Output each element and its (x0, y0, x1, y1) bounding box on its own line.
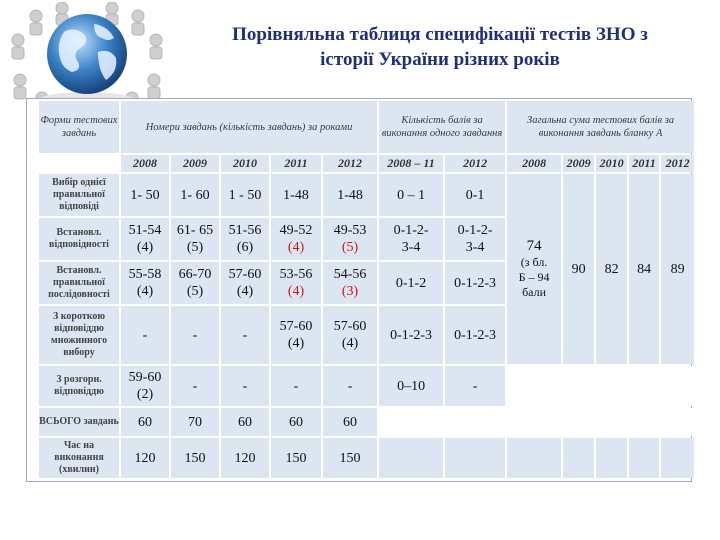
table-cell (221, 218, 269, 260)
year-cell: 2012 (323, 155, 377, 172)
table-cell: 0-1 (445, 174, 505, 216)
year-cell: 2008 (507, 155, 561, 172)
cell-range: 53-56 (279, 267, 313, 282)
cell-count: (4) (236, 284, 254, 299)
sum-2008-note: Б – 94 (518, 270, 550, 284)
cell-count: (6) (236, 240, 254, 255)
cell-range: 51-56 (228, 223, 262, 238)
row-label: З розгорн. відповіддю (39, 366, 119, 406)
title-line-1: Порівняльна таблиця специфікації тестів ЗНО з (232, 24, 648, 45)
table-cell: 1-48 (271, 174, 321, 216)
sum-2008-value: 74 (526, 238, 542, 254)
table-cell: 0-1-2-3 (445, 262, 505, 304)
table-cell (629, 438, 659, 478)
row-label: З короткою відповіддю множинного вибору (39, 306, 119, 364)
table-cell (507, 438, 561, 478)
year-cell: 2009 (171, 155, 219, 172)
year-cell: 2010 (596, 155, 627, 172)
sum-2008-note: (з бл. (520, 255, 548, 269)
table-cell (379, 218, 443, 260)
empty-cell (379, 408, 694, 436)
cell-range: 54-56 (333, 267, 367, 282)
cell-count: (3) (341, 284, 359, 299)
cell-range: 61- 65 (176, 223, 214, 238)
table-cell: - (171, 366, 219, 406)
year-cell: 2011 (271, 155, 321, 172)
cell-count: (4) (136, 284, 154, 299)
table-cell: 150 (171, 438, 219, 478)
table-cell: - (323, 366, 377, 406)
cell-range: 57-60 (228, 267, 262, 282)
table-cell: 150 (271, 438, 321, 478)
year-cell: 2011 (629, 155, 659, 172)
table-cell: 0-1-2-3 (379, 306, 443, 364)
table-cell (221, 262, 269, 304)
table-row (39, 408, 694, 436)
table-cell: 120 (221, 438, 269, 478)
cell-points: 3-4 (401, 240, 421, 255)
table-cell (121, 366, 169, 406)
table-cell: 150 (323, 438, 377, 478)
cell-count: (2) (136, 387, 154, 402)
sum-2011-cell: 84 (629, 174, 659, 364)
table-cell: - (171, 306, 219, 364)
table-cell: 1- 60 (171, 174, 219, 216)
table-cell (271, 218, 321, 260)
table-cell (445, 438, 505, 478)
sum-2008-note: бали (522, 285, 547, 299)
table-cell (323, 218, 377, 260)
table-cell: 60 (121, 408, 169, 436)
cell-range: 51-54 (128, 223, 162, 238)
table-cell: 0–10 (379, 366, 443, 406)
year-row-spacer (39, 155, 119, 172)
table-cell: 0 – 1 (379, 174, 443, 216)
table-cell (121, 218, 169, 260)
cell-count: (4) (287, 284, 305, 299)
year-cell: 2008 – 11 (379, 155, 443, 172)
table-cell (445, 218, 505, 260)
title-line-2: історії України різних років (320, 49, 560, 70)
table-cell: 60 (221, 408, 269, 436)
table-cell: - (121, 306, 169, 364)
cell-range: 49-53 (333, 223, 367, 238)
cell-count: (5) (186, 240, 204, 255)
cell-count: (5) (186, 284, 204, 299)
cell-range: 55-58 (128, 267, 162, 282)
row-label: Встановл. відповідності (39, 218, 119, 260)
header-numbers: Номери завдань (кількість завдань) за роками (121, 101, 377, 153)
table-cell: 60 (323, 408, 377, 436)
comparison-table (37, 99, 696, 480)
table-cell: 1- 50 (121, 174, 169, 216)
year-cell: 2008 (121, 155, 169, 172)
page-title (180, 22, 700, 72)
table-row (39, 366, 694, 406)
sum-2008-cell (507, 174, 561, 364)
table-cell: - (445, 366, 505, 406)
row-label: Встановл. правильної послідовності (39, 262, 119, 304)
year-cell: 2009 (563, 155, 594, 172)
header-sum: Загальна сума тестових балів за виконання завдань бланку А (507, 101, 694, 153)
table-row (39, 174, 694, 216)
table-cell: 70 (171, 408, 219, 436)
sum-2009-cell: 90 (563, 174, 594, 364)
row-label: Вибір однієї правильної відповіді (39, 174, 119, 216)
cell-points: 0-1-2- (457, 223, 493, 238)
cell-count: (4) (136, 240, 154, 255)
table-cell: 120 (121, 438, 169, 478)
cell-range: 57-60 (333, 319, 367, 334)
cell-count: (5) (341, 240, 359, 255)
cell-points: 0-1-2- (393, 223, 429, 238)
year-cell: 2012 (661, 155, 694, 172)
table-cell: 1-48 (323, 174, 377, 216)
cell-range: 66-70 (178, 267, 212, 282)
cell-count: (4) (287, 336, 305, 351)
header-points: Кількість балів за виконання одного завдання (379, 101, 505, 153)
table-cell (171, 262, 219, 304)
table-cell (271, 262, 321, 304)
cell-range: 49-52 (279, 223, 313, 238)
cell-count: (4) (341, 336, 359, 351)
sum-2010-cell: 82 (596, 174, 627, 364)
table-cell (596, 438, 627, 478)
year-cell: 2012 (445, 155, 505, 172)
table-cell (171, 218, 219, 260)
cell-count: (4) (287, 240, 305, 255)
table-cell (121, 262, 169, 304)
table-cell: 0-1-2 (379, 262, 443, 304)
table-cell (271, 306, 321, 364)
header-forms: Форми тестових завдань (39, 101, 119, 153)
table-cell: - (271, 366, 321, 406)
table-cell: 60 (271, 408, 321, 436)
year-cell: 2010 (221, 155, 269, 172)
table-cell (563, 438, 594, 478)
cell-points: 3-4 (465, 240, 485, 255)
cell-range: 59-60 (128, 370, 162, 385)
cell-range: 57-60 (279, 319, 313, 334)
table-cell: 0-1-2-3 (445, 306, 505, 364)
table-row (39, 438, 694, 478)
table-cell (323, 262, 377, 304)
sum-2012-cell: 89 (661, 174, 694, 364)
table-cell (379, 438, 443, 478)
row-label: Час на виконання (хвилин) (39, 438, 119, 478)
table-cell: 1 - 50 (221, 174, 269, 216)
row-label: ВСЬОГО завдань (39, 408, 119, 436)
table-cell (323, 306, 377, 364)
globe-network-logo (2, 2, 172, 112)
table-cell: - (221, 366, 269, 406)
table-cell: - (221, 306, 269, 364)
empty-cell (507, 366, 694, 406)
table-cell (661, 438, 694, 478)
